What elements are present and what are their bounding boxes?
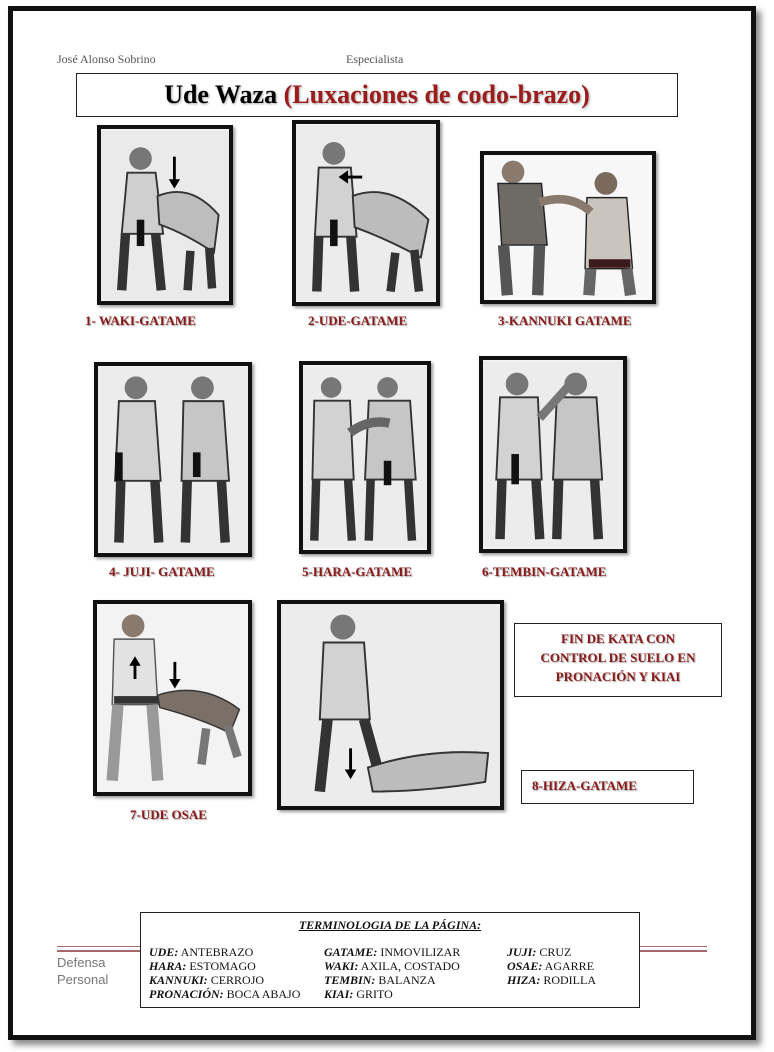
- caption-ude-gatame: 2-UDE-GATAME: [308, 313, 408, 328]
- term-entry: JUJI: CRUZ: [507, 945, 572, 959]
- title-main: Ude Waza: [164, 80, 278, 109]
- terminology-row: [149, 945, 635, 959]
- photo-hiza-gatame: [277, 600, 504, 810]
- photo-ude-gatame: [292, 120, 440, 306]
- footer-label-line1: Defensa: [57, 955, 106, 970]
- note-line-2: CONTROL DE SUELO EN: [540, 650, 696, 665]
- caption-juji-gatame: 4- JUJI- GATAME: [109, 564, 215, 579]
- note-line-3: PRONACIÓN Y KIAI: [555, 669, 681, 684]
- photo-tembin-gatame: [479, 356, 627, 553]
- term-entry: GATAME: INMOVILIZAR: [324, 945, 461, 959]
- term-entry: HARA: ESTOMAGO: [149, 959, 256, 973]
- term-entry: UDE: ANTEBRAZO: [149, 945, 254, 959]
- terminology-title: TERMINOLOGIA DE LA PÁGINA:: [298, 918, 482, 932]
- page-title: [76, 73, 678, 117]
- judo-figures-illustration: [281, 604, 500, 806]
- term-entry: HIZA: RODILLA: [507, 973, 597, 987]
- photo-juji-gatame: [94, 362, 252, 557]
- term-entry: OSAE: AGARRE: [507, 959, 595, 973]
- header-author: José Alonso Sobrino: [57, 52, 156, 66]
- caption-tembin-gatame: 6-TEMBIN-GATAME: [482, 564, 607, 579]
- judo-figures-illustration: [97, 604, 248, 792]
- caption-ude-osae: 7-UDE OSAE: [130, 807, 207, 822]
- judo-figures-illustration: [484, 155, 652, 300]
- photo-waki-gatame: [97, 125, 233, 305]
- term-entry: KIAI: GRITO: [324, 987, 393, 1001]
- term-entry: WAKI: AXILA, COSTADO: [324, 959, 460, 973]
- title-subtitle: (Luxaciones de codo-brazo): [283, 80, 590, 109]
- judo-figures-illustration: [98, 366, 248, 553]
- kata-ending-note: [514, 623, 722, 697]
- terminology-row: [149, 973, 635, 987]
- terminology-row: [149, 987, 635, 1001]
- terminology-grid: [149, 945, 635, 1001]
- term-entry: KANNUKI: CERROJO: [149, 973, 265, 987]
- caption-hiza-gatame: 8-HIZA-GATAME: [532, 778, 637, 793]
- terminology-box: [140, 912, 640, 1008]
- footer-label-line2: Personal: [57, 972, 109, 987]
- photo-hara-gatame: [299, 361, 431, 554]
- judo-figures-illustration: [303, 365, 427, 550]
- caption-waki-gatame: 1- WAKI-GATAME: [85, 313, 196, 328]
- header-role: Especialista: [346, 52, 404, 66]
- photo-ude-osae: [93, 600, 252, 796]
- terminology-row: [149, 959, 635, 973]
- photo-kannuki-gatame: [480, 151, 656, 304]
- hiza-gatame-label-box: [521, 770, 694, 804]
- judo-figures-illustration: [101, 129, 229, 301]
- judo-figures-illustration: [296, 124, 436, 302]
- term-entry: TEMBIN: BALANZA: [324, 973, 436, 987]
- caption-hara-gatame: 5-HARA-GATAME: [302, 564, 413, 579]
- note-line-1: FIN DE KATA CON: [561, 631, 675, 646]
- term-entry: PRONACIÓN: BOCA ABAJO: [149, 987, 301, 1001]
- caption-kannuki-gatame: 3-KANNUKI GATAME: [498, 313, 632, 328]
- judo-figures-illustration: [483, 360, 623, 549]
